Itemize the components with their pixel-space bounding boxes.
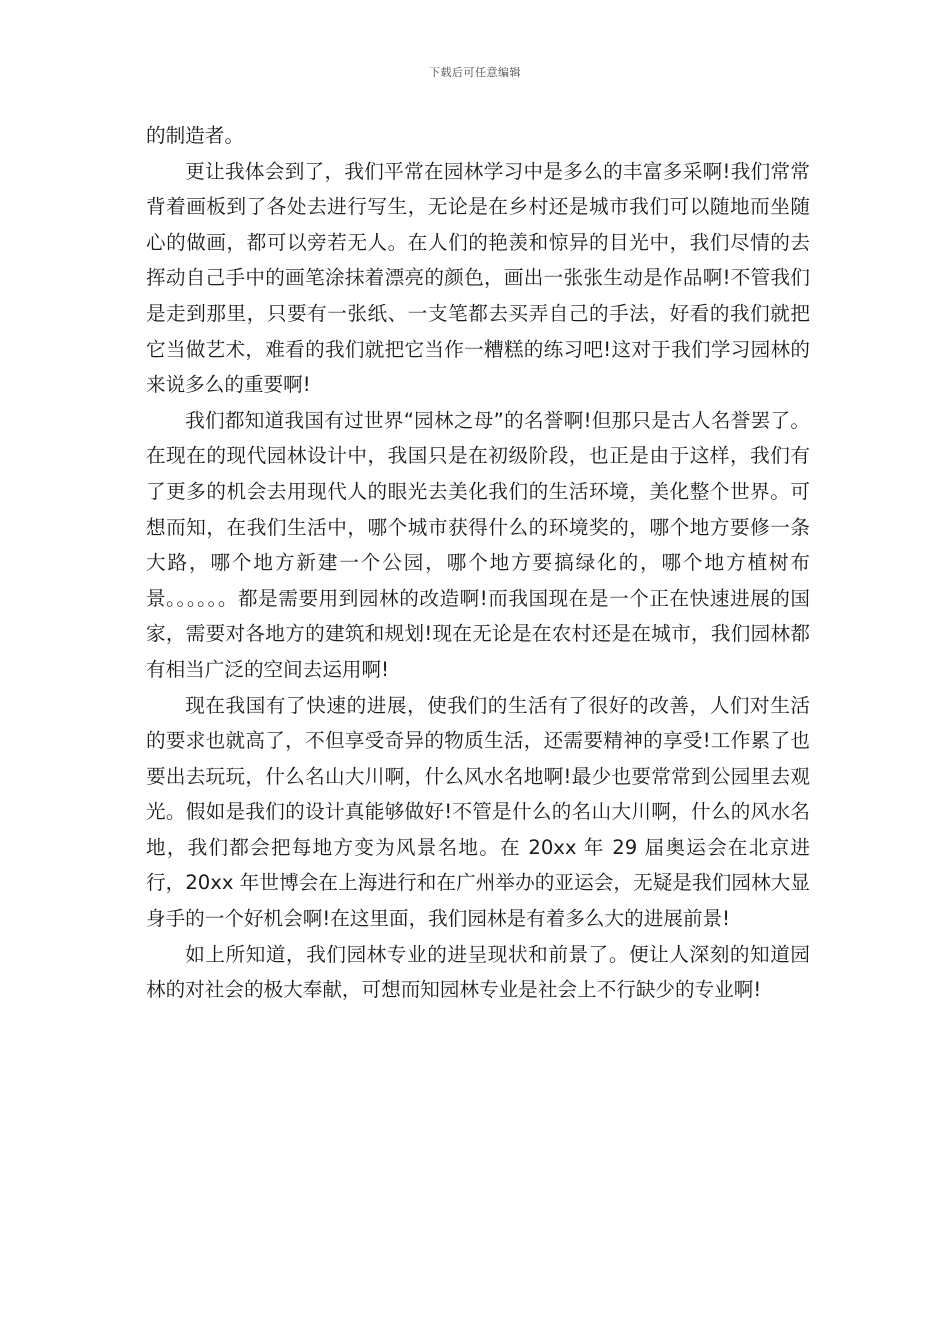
paragraph-1: 的制造者。 — [146, 124, 244, 147]
paragraph-2: 更让我体会到了，我们平常在园林学习中是多么的丰富多采啊!我们常常背着画板到了各处去进行写生，无论是在乡村还是城市我们可以随地而坐随心的做画，都可以旁若无人。在人们的艳羡和惊异的目光中，我们尽情的去挥动自己手中的画笔涂抹着漂亮的颜色，画出一张张生动是作品啊!不管我们是走到那里，只要有一张纸、一支笔都去买弄自己的手法，好看的我们就把它当做艺术，难看的我们就把它当作一糟糕的练习吧!这对于我们学习园林的来说多么的重要啊! — [146, 159, 810, 397]
paragraph-5: 如上所知道，我们园林专业的进呈现状和前景了。便让人深刻的知道园林的对社会的极大奉献，可想而知园林专业是社会上不行缺少的专业啊! — [146, 942, 810, 1002]
paragraph-3: 我们都知道我国有过世界“园林之母”的名誉啊!但那只是古人名誉罢了。在现在的现代园林设计中，我国只是在初级阶段，也正是由于这样，我们有了更多的机会去用现代人的眼光去美化我们的生活环境，美化整个世界。可想而知，在我们生活中，哪个城市获得什么的环境奖的，哪个地方要修一条大路，哪个地方新建一个公园，哪个地方要搞绿化的，哪个地方植树布景。。。。。。都是需要用到园林的改造啊!而我国现在是一个正在快速进展的国家，需要对各地方的建筑和规划!现在无论是在农村还是在城市，我们园林都有相当广泛的空间去运用啊! — [146, 408, 810, 681]
page-header: 下载后可任意编辑 — [429, 66, 521, 79]
document-body — [146, 118, 810, 1008]
paragraph-4: 现在我国有了快速的进展，使我们的生活有了很好的改善，人们对生活的要求也就高了，不但享受奇异的物质生活，还需要精神的享受!工作累了也要出去玩玩，什么名山大川啊，什么风水名地啊!最少也要常常到公园里去观光。假如是我们的设计真能够做好!不管是什么的名山大川啊，什么的风水名地，我们都会把每地方变为风景名地。在 20xx 年 29 届奥运会在北京进行，20xx 年世博会在上海进行和在广州举办的亚运会，无疑是我们园林大显身手的一个好机会啊!在这里面，我们园林是有着多么大的进展前景! — [146, 693, 810, 931]
